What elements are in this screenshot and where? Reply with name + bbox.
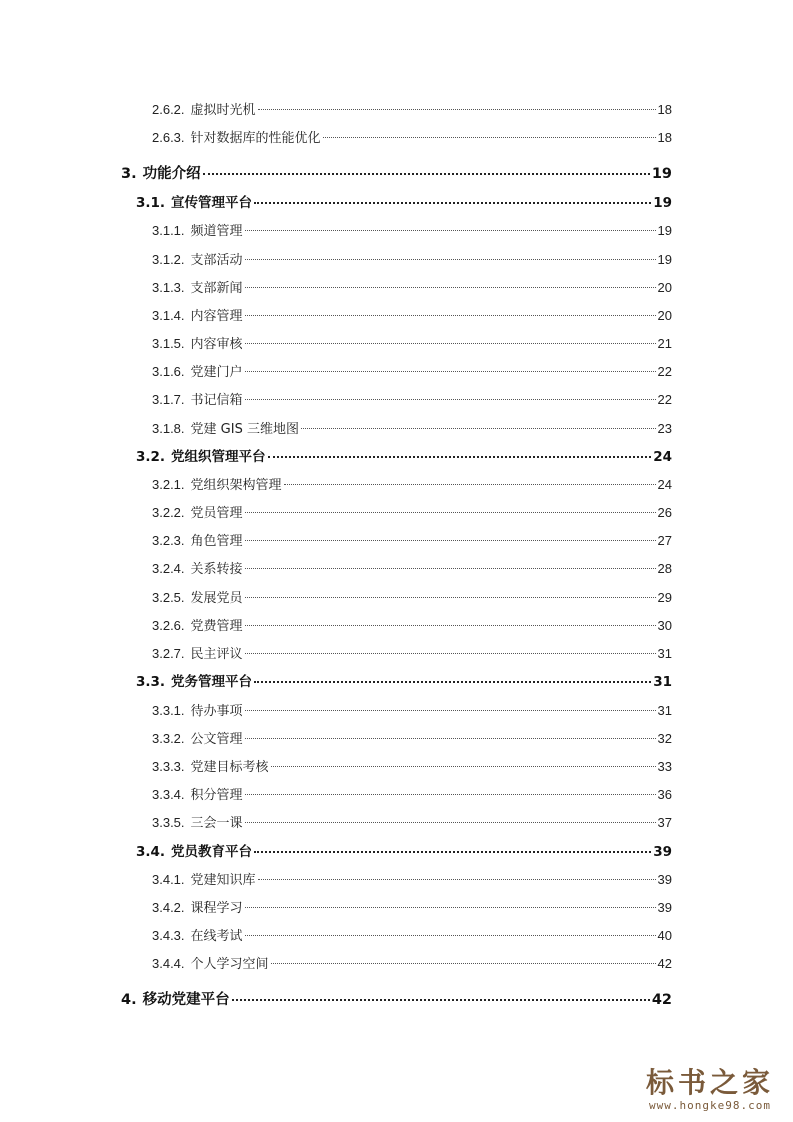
toc-entry[interactable] xyxy=(136,673,672,691)
toc-entry-title: 针对数据库的性能优化 xyxy=(190,131,321,146)
toc-entry[interactable] xyxy=(152,645,672,664)
toc-entry-page: 20 xyxy=(657,280,672,295)
toc-dot-leader xyxy=(254,681,651,683)
toc-entry[interactable] xyxy=(121,165,672,183)
toc-entry-number: 3.1.5. xyxy=(152,336,185,351)
toc-entry-number: 3.2.5. xyxy=(152,590,185,605)
toc-entry-number: 3.2.2. xyxy=(152,505,185,520)
toc-entry-page: 24 xyxy=(653,449,672,465)
toc-entry-title: 在线考试 xyxy=(190,929,243,944)
toc-entry-title: 党员教育平台 xyxy=(171,844,253,860)
toc-dot-leader xyxy=(245,512,656,513)
toc-entry-title: 公文管理 xyxy=(190,732,243,747)
toc-entry-page: 24 xyxy=(657,477,672,492)
toc-dot-leader xyxy=(245,794,656,795)
toc-entry-number: 3.2.6. xyxy=(152,618,185,633)
toc-dot-leader xyxy=(254,202,651,204)
toc-entry-number: 3.3.2. xyxy=(152,731,185,746)
toc-entry-page: 40 xyxy=(657,928,672,943)
toc-entry-number: 3.4. xyxy=(136,844,166,860)
watermark-url: www.hongke98.com xyxy=(649,1099,771,1112)
toc-dot-leader xyxy=(245,259,656,260)
toc-entry-page: 39 xyxy=(653,844,672,860)
toc-entry-number: 3.3.3. xyxy=(152,759,185,774)
toc-entry-title: 关系转接 xyxy=(190,562,243,577)
toc-dot-leader xyxy=(245,540,656,541)
toc-entry[interactable] xyxy=(152,702,672,721)
toc-entry-title: 民主评议 xyxy=(190,647,243,662)
toc-entry-title: 待办事项 xyxy=(190,704,243,719)
toc-entry-number: 3.4.1. xyxy=(152,872,185,887)
toc-entry-number: 2.6.3. xyxy=(152,130,185,145)
toc-entry-page: 19 xyxy=(651,166,672,182)
toc-entry[interactable] xyxy=(152,730,672,749)
toc-entry-page: 31 xyxy=(657,703,672,718)
toc-entry-title: 个人学习空间 xyxy=(190,957,269,972)
toc-entry[interactable] xyxy=(152,758,672,777)
toc-entry[interactable] xyxy=(152,391,672,410)
toc-dot-leader xyxy=(258,879,656,880)
toc-entry-title: 党建 GIS 三维地图 xyxy=(190,422,299,437)
toc-entry-page: 31 xyxy=(657,646,672,661)
toc-entry[interactable] xyxy=(152,307,672,326)
toc-dot-leader xyxy=(245,315,656,316)
toc-dot-leader xyxy=(268,456,652,458)
toc-entry-title: 书记信箱 xyxy=(190,393,243,408)
toc-entry-page: 30 xyxy=(657,618,672,633)
toc-dot-leader xyxy=(323,137,656,138)
toc-entry-number: 3.4.4. xyxy=(152,956,185,971)
toc-entry-page: 37 xyxy=(657,815,672,830)
toc-entry[interactable] xyxy=(152,814,672,833)
toc-entry-number: 3.3.1. xyxy=(152,703,185,718)
toc-entry[interactable] xyxy=(152,504,672,523)
toc-entry-number: 2.6.2. xyxy=(152,102,185,117)
toc-entry-number: 3.3. xyxy=(136,674,166,690)
toc-entry-number: 4. xyxy=(121,992,137,1008)
toc-dot-leader xyxy=(245,343,656,344)
toc-dot-leader xyxy=(245,568,656,569)
toc-entry-page: 33 xyxy=(657,759,672,774)
toc-entry-page: 19 xyxy=(653,195,672,211)
toc-entry[interactable] xyxy=(152,899,672,918)
toc-dot-leader xyxy=(254,851,651,853)
toc-dot-leader xyxy=(245,625,656,626)
toc-entry-title: 宣传管理平台 xyxy=(171,195,253,211)
toc-dot-leader xyxy=(245,653,656,654)
toc-entry-page: 31 xyxy=(653,674,672,690)
toc-entry-page: 22 xyxy=(657,392,672,407)
toc-entry[interactable] xyxy=(152,927,672,946)
toc-entry[interactable] xyxy=(152,955,672,974)
toc-dot-leader xyxy=(245,907,656,908)
watermark-logo xyxy=(635,1067,785,1112)
toc-dot-leader xyxy=(203,173,650,175)
toc-entry-number: 3.3.5. xyxy=(152,815,185,830)
toc-entry[interactable] xyxy=(152,363,672,382)
toc-entry[interactable] xyxy=(152,786,672,805)
toc-entry-number: 3.1.4. xyxy=(152,308,185,323)
toc-entry-page: 21 xyxy=(657,336,672,351)
toc-entry-number: 3. xyxy=(121,166,137,182)
toc-entry-number: 3.1.3. xyxy=(152,280,185,295)
toc-entry-title: 党组织管理平台 xyxy=(171,449,266,465)
toc-dot-leader xyxy=(245,287,656,288)
toc-entry-title: 课程学习 xyxy=(190,901,243,916)
toc-entry[interactable] xyxy=(152,560,672,579)
toc-dot-leader xyxy=(245,371,656,372)
toc-dot-leader xyxy=(245,399,656,400)
toc-entry-page: 19 xyxy=(657,223,672,238)
toc-entry[interactable] xyxy=(136,843,672,861)
toc-entry-page: 22 xyxy=(657,364,672,379)
toc-entry-title: 内容审核 xyxy=(190,337,243,352)
toc-entry-page: 32 xyxy=(657,731,672,746)
toc-entry-title: 党建知识库 xyxy=(190,873,256,888)
toc-dot-leader xyxy=(245,230,656,231)
toc-entry-title: 虚拟时光机 xyxy=(190,103,256,118)
toc-entry[interactable] xyxy=(152,589,672,608)
toc-entry-title: 党员管理 xyxy=(190,506,243,521)
toc-entry-page: 19 xyxy=(657,252,672,267)
toc-entry[interactable] xyxy=(152,101,672,120)
toc-entry-page: 18 xyxy=(657,130,672,145)
toc-dot-leader xyxy=(301,428,656,429)
toc-entry-number: 3.1.6. xyxy=(152,364,185,379)
toc-entry-number: 3.1.1. xyxy=(152,223,185,238)
toc-entry-number: 3.2. xyxy=(136,449,166,465)
toc-entry-number: 3.2.7. xyxy=(152,646,185,661)
toc-entry-page: 23 xyxy=(657,421,672,436)
toc-entry[interactable] xyxy=(152,476,672,495)
toc-entry-title: 角色管理 xyxy=(190,534,243,549)
toc-entry-page: 36 xyxy=(657,787,672,802)
toc-entry-title: 支部新闻 xyxy=(190,281,243,296)
toc-entry-title: 三会一课 xyxy=(190,816,243,831)
watermark-title: 标书之家 xyxy=(645,1066,774,1099)
toc-dot-leader xyxy=(245,597,656,598)
toc-entry-number: 3.2.3. xyxy=(152,533,185,548)
toc-entry-number: 3.1.8. xyxy=(152,421,185,436)
toc-entry-page: 20 xyxy=(657,308,672,323)
toc-entry[interactable] xyxy=(152,129,672,148)
toc-entry-page: 42 xyxy=(657,956,672,971)
toc-dot-leader xyxy=(245,710,656,711)
toc-entry-title: 党务管理平台 xyxy=(171,674,253,690)
toc-entry-number: 3.1.7. xyxy=(152,392,185,407)
toc-entry[interactable] xyxy=(121,991,672,1009)
toc-entry-page: 28 xyxy=(657,561,672,576)
toc-entry[interactable] xyxy=(152,532,672,551)
toc-entry[interactable] xyxy=(152,420,672,439)
toc-dot-leader xyxy=(271,766,656,767)
toc-entry-title: 功能介绍 xyxy=(142,166,201,182)
toc-dot-leader xyxy=(245,738,656,739)
toc-entry-page: 39 xyxy=(657,900,672,915)
toc-entry-number: 3.2.1. xyxy=(152,477,185,492)
toc-entry-title: 发展党员 xyxy=(190,591,243,606)
toc-entry[interactable] xyxy=(152,335,672,354)
toc-entry-number: 3.4.3. xyxy=(152,928,185,943)
toc-dot-leader xyxy=(245,935,656,936)
toc-entry-title: 积分管理 xyxy=(190,788,243,803)
toc-entry-title: 频道管理 xyxy=(190,224,243,239)
toc-entry-title: 移动党建平台 xyxy=(142,992,230,1008)
toc-entry-number: 3.3.4. xyxy=(152,787,185,802)
toc-entry-number: 3.2.4. xyxy=(152,561,185,576)
toc-entry[interactable] xyxy=(152,222,672,241)
toc-entry[interactable] xyxy=(152,251,672,270)
toc-entry-page: 42 xyxy=(651,992,672,1008)
toc-entry-number: 3.1.2. xyxy=(152,252,185,267)
toc-entry[interactable] xyxy=(152,279,672,298)
toc-entry[interactable] xyxy=(152,871,672,890)
toc-entry-number: 3.4.2. xyxy=(152,900,185,915)
toc-entry[interactable] xyxy=(136,194,672,212)
toc-entry-page: 29 xyxy=(657,590,672,605)
toc-entry-number: 3.1. xyxy=(136,195,166,211)
toc-dot-leader xyxy=(232,999,650,1001)
toc-entry-title: 党建门户 xyxy=(190,365,243,380)
toc-entry-page: 18 xyxy=(657,102,672,117)
toc-dot-leader xyxy=(245,822,656,823)
toc-entry[interactable] xyxy=(136,448,672,466)
toc-entry-title: 党费管理 xyxy=(190,619,243,634)
toc-dot-leader xyxy=(271,963,656,964)
toc-entry-page: 39 xyxy=(657,872,672,887)
toc-entry-page: 26 xyxy=(657,505,672,520)
toc-entry[interactable] xyxy=(152,617,672,636)
toc-entry-title: 内容管理 xyxy=(190,309,243,324)
toc-entry-title: 支部活动 xyxy=(190,253,243,268)
toc-dot-leader xyxy=(284,484,656,485)
toc-entry-title: 党建目标考核 xyxy=(190,760,269,775)
toc-dot-leader xyxy=(258,109,656,110)
toc-entry-title: 党组织架构管理 xyxy=(190,478,282,493)
toc-entry-page: 27 xyxy=(657,533,672,548)
